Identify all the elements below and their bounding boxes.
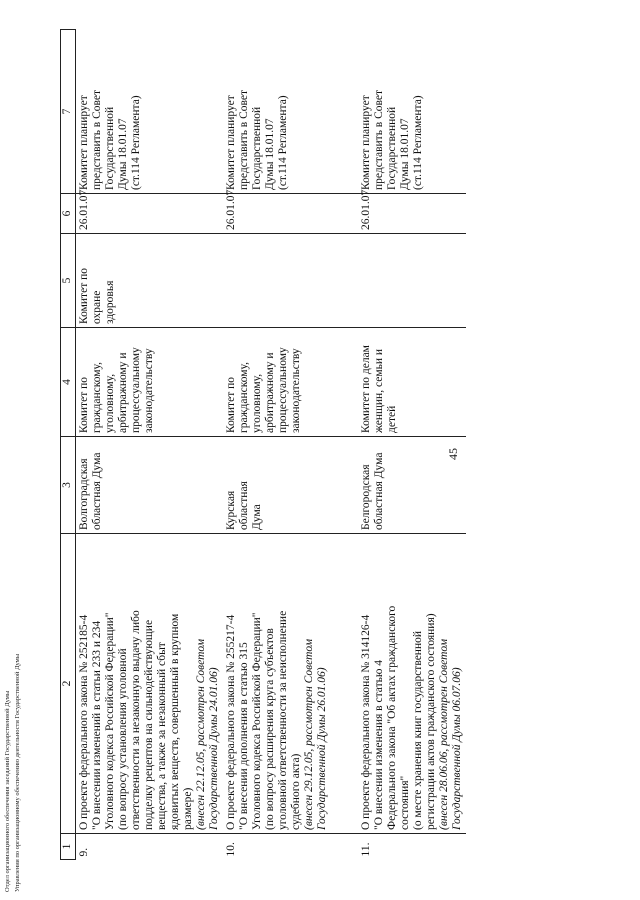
initiator: Белгородская областная Дума (358, 437, 466, 534)
column-header: 6 (61, 194, 76, 234)
deadline-date: 26.01.07 (76, 194, 224, 234)
column-header: 1 (61, 834, 76, 860)
deadline-date: 26.01.07 (223, 194, 358, 234)
plan-note: Комитет планирует представить в Совет Государственной Думы 18.01.07 (ст.114 Регламента) (358, 30, 466, 194)
bills-table (60, 29, 466, 860)
plan-note: Комитет планирует представить в Совет Государственной Думы 18.01.07 (ст.114 Регламента) (76, 30, 224, 194)
deadline-date: 26.01.07 (358, 194, 466, 234)
bill-description (223, 534, 358, 834)
footer-directorate: Управления по организационному обеспечению деятельности Государственной Думы (14, 653, 21, 892)
responsible-committee: Комитет по гражданскому, уголовному, арбитражному и процессуальному законодательству (223, 328, 358, 437)
table-row (358, 30, 466, 860)
column-header: 7 (61, 30, 76, 194)
bill-note: (внесен 22.12.05, рассмотрен Советом Государственной Думы 24.01.06) (195, 638, 220, 830)
bill-description (76, 534, 224, 834)
co-committee (223, 234, 358, 328)
row-number: 9. (78, 847, 90, 857)
table-row (223, 30, 358, 860)
footer-department: Отдел организационного обеспечения заседаний Государственной Думы (4, 690, 11, 892)
bill-note: (внесен 28.06.06, рассмотрен Советом Государственной Думы 06.07.06) (438, 638, 463, 830)
co-committee: Комитет по охране здоровья (76, 234, 224, 328)
row-number: 11. (360, 842, 372, 857)
responsible-committee: Комитет по гражданскому, уголовному, арбитражному и процессуальному законодательству (76, 328, 224, 437)
bill-title: О проекте федерального закона № 252185-4 "О внесении изменений в статьи 233 и 234 Уголовного кодекса Российской Федерации" (по вопросу установления уголовной ответственности за незаконную выдачу либо подделку рецептов на сильнодействующие вещества, а также за незаконный сбыт ядовитых веществ, совершенный в крупном размере) (78, 610, 194, 830)
initiator: Волгоградская областная Дума (76, 437, 224, 534)
column-header: 5 (61, 234, 76, 328)
bill-title: О проекте федерального закона № 314126-4 "О внесении изменения в статью 4 Федерального закона "Об актах гражданского состояния" (о месте хранения книг государственной регистрации актов гражданского состояния) (360, 605, 437, 830)
page-number: 45 (446, 448, 460, 460)
responsible-committee: Комитет по делам женщин, семьи и детей (358, 328, 466, 437)
table-row (76, 30, 224, 860)
initiator: Курская областная Дума (223, 437, 358, 534)
row-number: 10. (225, 842, 237, 857)
bill-note: (внесен 29.12.05, рассмотрен Советом Государственной Думы 26.01.06) (303, 638, 328, 830)
plan-note: Комитет планирует представить в Совет Государственной Думы 18.01.07 (ст.114 Регламента) (223, 30, 358, 194)
bill-description (358, 534, 466, 834)
table-header-row (61, 30, 76, 860)
column-header: 3 (61, 437, 76, 534)
column-header: 4 (61, 328, 76, 437)
bill-title: О проекте федерального закона № 255217-4 "О внесении дополнения в статью 315 Уголовного кодекса Российской Федерации" (по вопросу расширения круга субъектов уголовной ответственности за неисполнение судебного акта) (225, 610, 302, 830)
column-header: 2 (61, 534, 76, 834)
co-committee (358, 234, 466, 328)
